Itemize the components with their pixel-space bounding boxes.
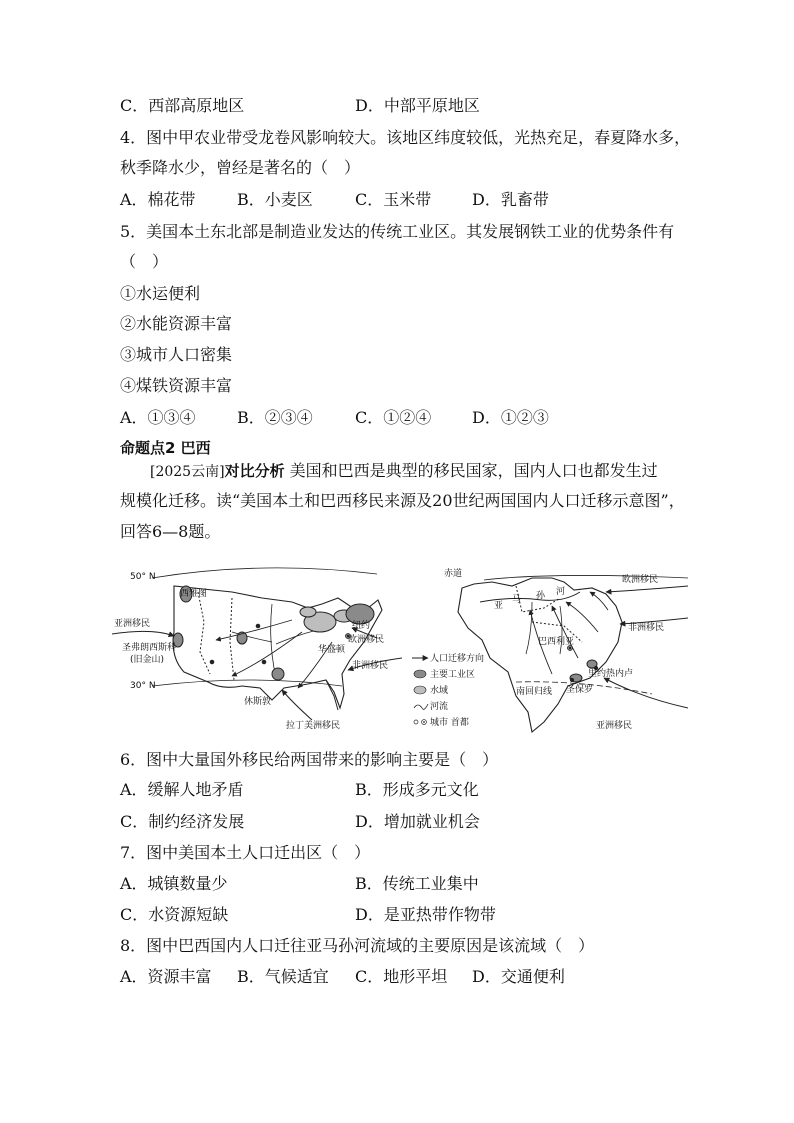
q5-option-a[interactable]: A．①③④ (120, 408, 196, 427)
q4-option-c[interactable]: C．玉米带 (355, 190, 432, 209)
q6-option-d[interactable]: D．增加就业机会 (355, 812, 480, 831)
q7-stem: 7．图中美国本土人口迁出区（ ） (120, 843, 371, 862)
q3-option-d[interactable]: D．中部平原地区 (355, 96, 480, 115)
lat-50-label: 50° N (130, 572, 156, 582)
amazon-char-3: 孙 (536, 591, 546, 601)
legend-migration: 人口迁移方向 (430, 654, 485, 664)
brasilia-label: 巴西利亚 (538, 637, 575, 647)
intro-line1 (150, 461, 658, 482)
q8-option-d[interactable]: D．交通便利 (472, 967, 565, 986)
q4-option-b[interactable]: B．小麦区 (237, 190, 313, 209)
q7-option-d[interactable]: D．是亚热带作物带 (355, 905, 496, 924)
intro-source-tag: [2025云南] (150, 464, 225, 480)
q8-stem: 8．图中巴西国内人口迁往亚马孙河流域的主要原因是该流域（ ） (120, 936, 595, 955)
q7-option-a[interactable]: A．城镇数量少 (120, 874, 228, 893)
washington-label: 华盛顿 (318, 645, 346, 655)
amazon-char-4: 河 (556, 587, 566, 597)
legend-river: 河流 (430, 702, 449, 712)
intro-line2: 规模化迁移。读“美国本土和巴西移民来源及20世纪两国国内人口迁移示意图”， (120, 491, 685, 510)
legend-water: 水域 (430, 686, 449, 696)
map-legend (412, 652, 484, 728)
us-europe-migrants-label: 欧洲移民 (348, 635, 385, 645)
legend-industry: 主要工业区 (430, 670, 476, 680)
br-europe-migrants-label: 欧洲移民 (622, 575, 659, 585)
lat-30-label: 30° N (130, 681, 156, 691)
us-latin-migrants-label: 拉丁美洲移民 (286, 721, 341, 731)
q5-stem-line2: （ ） (120, 252, 169, 271)
amazon-char-2: 马 (512, 595, 522, 605)
q7-option-c[interactable]: C．水资源短缺 (120, 905, 229, 924)
q4-option-d[interactable]: D．乳畜带 (472, 190, 549, 209)
br-africa-migrants-label: 非洲移民 (628, 623, 665, 633)
q5-item-4: ④煤铁资源丰富 (120, 376, 233, 395)
intro-line3: 回答6—8题。 (120, 522, 221, 541)
saopaulo-label: 圣保罗 (566, 685, 594, 695)
intro-text: 美国和巴西是典型的移民国家，国内人口也都发生过 (284, 461, 658, 480)
migration-maps-figure (112, 562, 688, 742)
seattle-label: 西雅图 (180, 589, 208, 599)
brazil-map-labels (444, 567, 664, 731)
us-asia-migrants-label: 亚洲移民 (114, 619, 151, 629)
q6-stem: 6．图中大量国外移民给两国带来的影响主要是（ ） (120, 750, 499, 769)
q8-option-a[interactable]: A．资源丰富 (120, 967, 212, 986)
q4-stem-line2: 秋季降水少，曾经是著名的（ ） (120, 158, 361, 177)
q5-item-3: ③城市人口密集 (120, 345, 233, 364)
q5-option-c[interactable]: C．①②④ (355, 408, 432, 427)
q3-option-c[interactable]: C．西部高原地区 (120, 96, 245, 115)
q6-option-b[interactable]: B．形成多元文化 (355, 780, 479, 799)
q4-stem-line1: 4．图中甲农业带受龙卷风影响较大。该地区纬度较低，光热充足，春夏降水多， (120, 128, 691, 147)
q6-option-a[interactable]: A．缓解人地矛盾 (120, 780, 244, 799)
q8-option-c[interactable]: C．地形平坦 (355, 967, 448, 986)
br-asia-migrants-label: 亚洲移民 (596, 721, 633, 731)
q4-option-a[interactable]: A．棉花带 (120, 190, 196, 209)
newyork-label: 纽约 (352, 621, 371, 631)
sf-sub-label: (旧金山) (130, 655, 165, 665)
q6-option-c[interactable]: C．制约经济发展 (120, 812, 245, 831)
q7-option-b[interactable]: B．传统工业集中 (355, 874, 479, 893)
q8-option-b[interactable]: B．气候适宜 (237, 967, 329, 986)
brazil-map (458, 575, 688, 732)
q5-item-1: ①水运便利 (120, 284, 201, 303)
q5-option-d[interactable]: D．①②③ (472, 408, 549, 427)
legend-city-capital: 城市 首都 (430, 718, 469, 728)
amazon-char-1: 亚 (494, 601, 504, 611)
intro-analysis-tag: 对比分析 (224, 462, 285, 480)
q5-option-b[interactable]: B．②③④ (237, 408, 313, 427)
q5-stem-line1: 5．美国本土东北部是制造业发达的传统工业区。其发展钢铁工业的优势条件有 (120, 222, 675, 241)
houston-label: 休斯敦 (244, 697, 272, 707)
tropic-label: 南回归线 (516, 687, 553, 697)
rio-label: 里约热内卢 (588, 669, 634, 679)
sf-label: 圣弗朗西斯科 (122, 643, 177, 653)
us-africa-migrants-label: 非洲移民 (352, 661, 389, 671)
equator-label: 赤道 (444, 569, 463, 579)
section-title: 命题点2 巴西 (120, 439, 211, 457)
q5-item-2: ②水能资源丰富 (120, 314, 233, 333)
